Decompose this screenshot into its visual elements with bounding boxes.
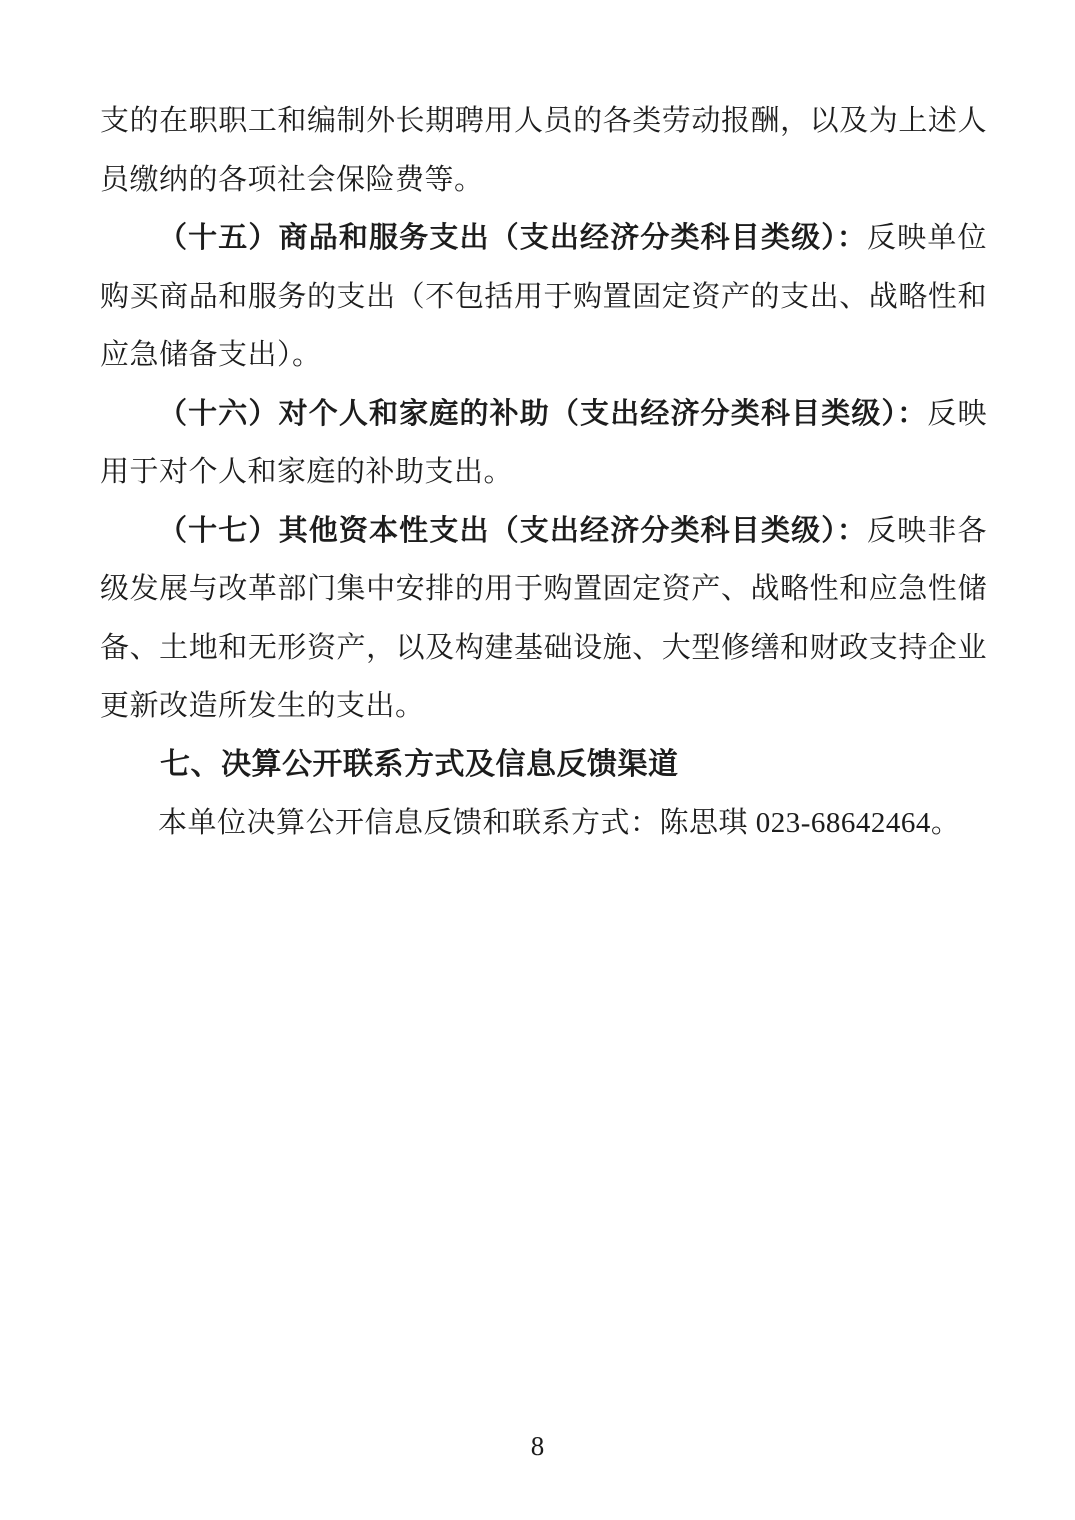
paragraph-lead: （十五）商品和服务支出（支出经济分类科目类级）：: [158, 222, 868, 254]
paragraph-item-16: [100, 385, 987, 502]
paragraph-text: 反映非各级发展与改革部门集中安排的用于购置固定资产、战略性和应急性储备、土地和无形资产，以及构建基础设施、大型修缮和财政支持企业更新改造所发生的支出。: [100, 514, 987, 722]
paragraph-text: 反映单位购买商品和服务的支出（不包括用于购置固定资产的支出、战略性和应急储备支出）。: [100, 222, 987, 371]
document-body: [100, 92, 987, 853]
section-heading: 七、决算公开联系方式及信息反馈渠道: [160, 747, 679, 781]
paragraph-lead: （十七）其他资本性支出（支出经济分类科目类级）：: [158, 514, 868, 547]
paragraph-text: 反映用于对个人和家庭的补助支出。: [100, 397, 987, 488]
paragraph-lead: （十六）对个人和家庭的补助（支出经济分类科目类级）：: [158, 397, 928, 430]
contact-paragraph: [100, 794, 987, 853]
paragraph-continuation: [100, 92, 987, 209]
contact-text: 本单位决算公开信息反馈和联系方式：陈思琪 023-68642464。: [158, 807, 961, 839]
page-number: 8: [530, 1431, 545, 1461]
paragraph-item-15: [100, 209, 987, 385]
paragraph-text: 支的在职职工和编制外长期聘用人员的各类劳动报酬，以及为上述人员缴纳的各项社会保险费等。: [100, 105, 987, 196]
page-footer: [0, 1430, 1075, 1462]
paragraph-item-17: [100, 502, 987, 736]
